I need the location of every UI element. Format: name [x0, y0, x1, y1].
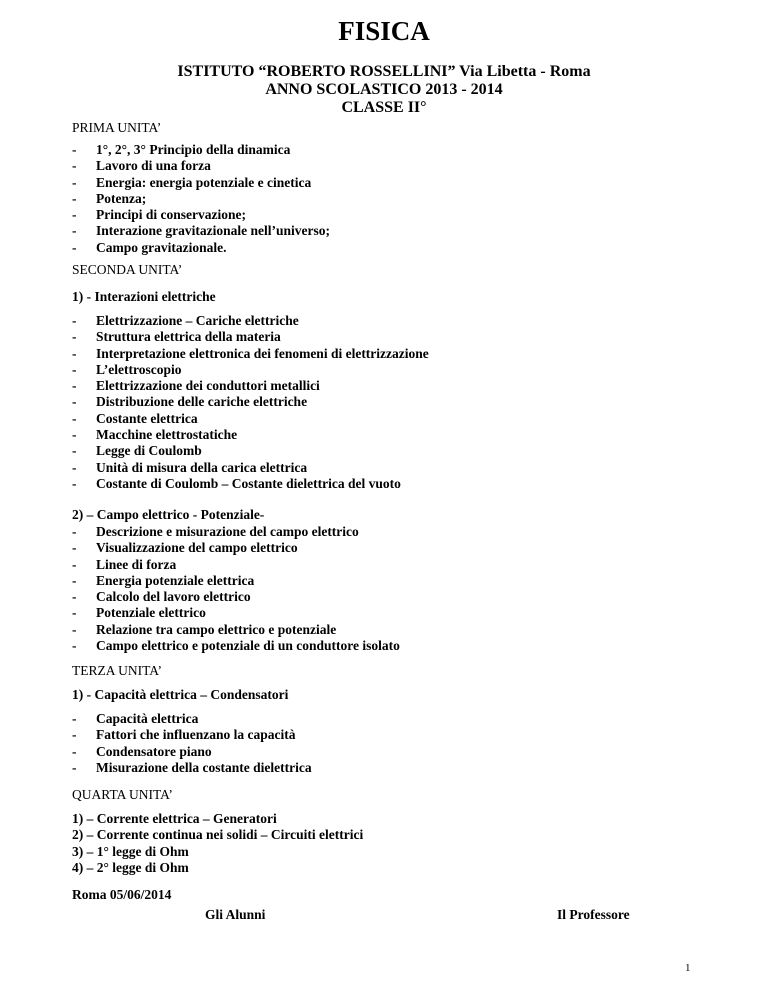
bullet-dash: -: [72, 239, 77, 255]
bullet-dash: -: [72, 345, 77, 361]
unit4-list: [72, 811, 363, 876]
list-item-text: Struttura elettrica della materia: [96, 329, 281, 345]
list-item: [72, 427, 429, 443]
list-item: [72, 476, 429, 492]
list-item: [72, 589, 400, 605]
list-item: [72, 158, 330, 174]
list-item-text: 1) – Corrente elettrica – Generatori: [72, 811, 277, 826]
bullet-dash: -: [72, 427, 77, 443]
unit2-sub1-list: [72, 313, 429, 492]
list-item-text: Condensatore piano: [96, 743, 212, 759]
list-item-text: Visualizzazione del campo elettrico: [96, 540, 298, 556]
unit1-heading: PRIMA UNITA’: [72, 120, 162, 135]
bullet-dash: -: [72, 524, 77, 539]
class-label: CLASSE II°: [341, 99, 427, 116]
list-item-text: Principi di conservazione;: [96, 207, 246, 223]
unit2-sub1-title: 1) - Interazioni elettriche: [72, 289, 216, 304]
bullet-dash: -: [72, 329, 77, 345]
list-item-text: Calcolo del lavoro elettrico: [96, 589, 251, 605]
list-item: [72, 557, 400, 573]
bullet-dash: -: [72, 711, 77, 726]
list-item: [72, 191, 330, 207]
bullet-dash: -: [72, 621, 77, 637]
school-header: [0, 63, 768, 117]
list-item: [72, 622, 400, 638]
unit3-heading: TERZA UNITA’: [72, 663, 163, 678]
list-item: [72, 443, 429, 459]
list-item: [72, 378, 429, 394]
bullet-dash: -: [72, 190, 77, 206]
list-item: [72, 329, 429, 345]
list-item: [72, 175, 330, 191]
list-item: [72, 524, 400, 540]
unit1-list: [72, 142, 330, 256]
list-item-text: Distribuzione delle cariche elettriche: [96, 394, 308, 410]
bullet-dash: -: [72, 361, 77, 377]
list-item: [72, 223, 330, 239]
bullet-dash: -: [72, 605, 77, 621]
bullet-dash: -: [72, 142, 77, 157]
bullet-dash: -: [72, 394, 77, 410]
list-item: [72, 540, 400, 556]
list-item-text: Relazione tra campo elettrico e potenziale: [96, 621, 337, 637]
bullet-dash: -: [72, 556, 77, 572]
school-year: ANNO SCOLASTICO 2013 - 2014: [265, 81, 503, 98]
list-item-text: Fattori che influenzano la capacità: [96, 727, 296, 743]
list-item-text: Macchine elettrostatiche: [96, 427, 238, 443]
list-item-text: Interpretazione elettronica dei fenomeni di elettrizzazione: [96, 345, 429, 361]
list-item-text: Campo elettrico e potenziale di un conduttore isolato: [96, 638, 400, 654]
place-date: Roma 05/06/2014: [72, 887, 172, 902]
unit2-heading: SECONDA UNITA’: [72, 262, 183, 277]
list-item-text: Costante elettrica: [96, 410, 198, 426]
school-name: ISTITUTO “ROBERTO ROSSELLINI” Via Libetta - Roma: [177, 63, 591, 80]
bullet-dash: -: [72, 638, 77, 654]
list-item: [72, 573, 400, 589]
list-item: [72, 811, 363, 827]
bullet-dash: -: [72, 313, 77, 328]
list-item: [72, 207, 330, 223]
bullet-dash: -: [72, 378, 77, 394]
bullet-dash: -: [72, 589, 77, 605]
unit4-heading: QUARTA UNITA’: [72, 787, 173, 802]
bullet-dash: -: [72, 475, 77, 491]
list-item: [72, 142, 330, 158]
list-item-text: Capacità elettrica: [96, 711, 199, 726]
list-item: [72, 711, 312, 727]
list-item-text: Interazione gravitazionale nell’universo;: [96, 223, 330, 239]
bullet-dash: -: [72, 174, 77, 190]
list-item: [72, 411, 429, 427]
list-item-text: Elettrizzazione dei conduttori metallici: [96, 378, 320, 394]
list-item: [72, 760, 312, 776]
page-number: 1: [685, 962, 691, 974]
list-item: [72, 460, 429, 476]
bullet-dash: -: [72, 540, 77, 556]
list-item-text: Linee di forza: [96, 556, 177, 572]
bullet-dash: -: [72, 459, 77, 475]
list-item-text: Unità di misura della carica elettrica: [96, 459, 308, 475]
list-item-text: Misurazione della costante dielettrica: [96, 759, 312, 775]
list-item-text: Potenziale elettrico: [96, 605, 206, 621]
list-item: [72, 346, 429, 362]
unit3-sub1-title: 1) - Capacità elettrica – Condensatori: [72, 687, 289, 702]
list-item-text: L’elettroscopio: [96, 361, 182, 377]
unit2-sub2-list: [72, 524, 400, 654]
list-item-text: Legge di Coulomb: [96, 443, 202, 459]
list-item-text: Elettrizzazione – Cariche elettriche: [96, 313, 299, 328]
list-item-text: Descrizione e misurazione del campo elettrico: [96, 524, 359, 539]
list-item-text: 1°, 2°, 3° Principio della dinamica: [96, 142, 291, 157]
unit3-sub1-list: [72, 711, 312, 776]
unit2-sub2-title: 2) – Campo elettrico - Potenziale-: [72, 507, 265, 522]
bullet-dash: -: [72, 727, 77, 743]
list-item: [72, 313, 429, 329]
bullet-dash: -: [72, 443, 77, 459]
list-item-text: Lavoro di una forza: [96, 158, 211, 174]
list-item-text: Campo gravitazionale.: [96, 239, 227, 255]
list-item: [72, 605, 400, 621]
list-item: [72, 394, 429, 410]
document-title: FISICA: [338, 16, 430, 46]
list-item: [72, 844, 363, 860]
list-item: [72, 362, 429, 378]
list-item: [72, 744, 312, 760]
professor-signature-label: Il Professore: [557, 907, 630, 922]
list-item-text: Energia potenziale elettrica: [96, 572, 255, 588]
list-item: [72, 827, 363, 843]
list-item: [72, 727, 312, 743]
bullet-dash: -: [72, 207, 77, 223]
bullet-dash: -: [72, 743, 77, 759]
bullet-dash: -: [72, 410, 77, 426]
list-item-text: 2) – Corrente continua nei solidi – Circuiti elettrici: [72, 827, 364, 843]
students-signature-label: Gli Alunni: [205, 907, 266, 922]
bullet-dash: -: [72, 223, 77, 239]
bullet-dash: -: [72, 158, 77, 174]
list-item-text: Potenza;: [96, 190, 147, 206]
list-item-text: Costante di Coulomb – Costante dielettrica del vuoto: [96, 475, 401, 491]
list-item-text: 4) – 2° legge di Ohm: [72, 859, 189, 875]
list-item: [72, 860, 363, 876]
list-item-text: Energia: energia potenziale e cinetica: [96, 174, 312, 190]
bullet-dash: -: [72, 759, 77, 775]
bullet-dash: -: [72, 572, 77, 588]
list-item-text: 3) – 1° legge di Ohm: [72, 843, 189, 859]
list-item: [72, 240, 330, 256]
list-item: [72, 638, 400, 654]
